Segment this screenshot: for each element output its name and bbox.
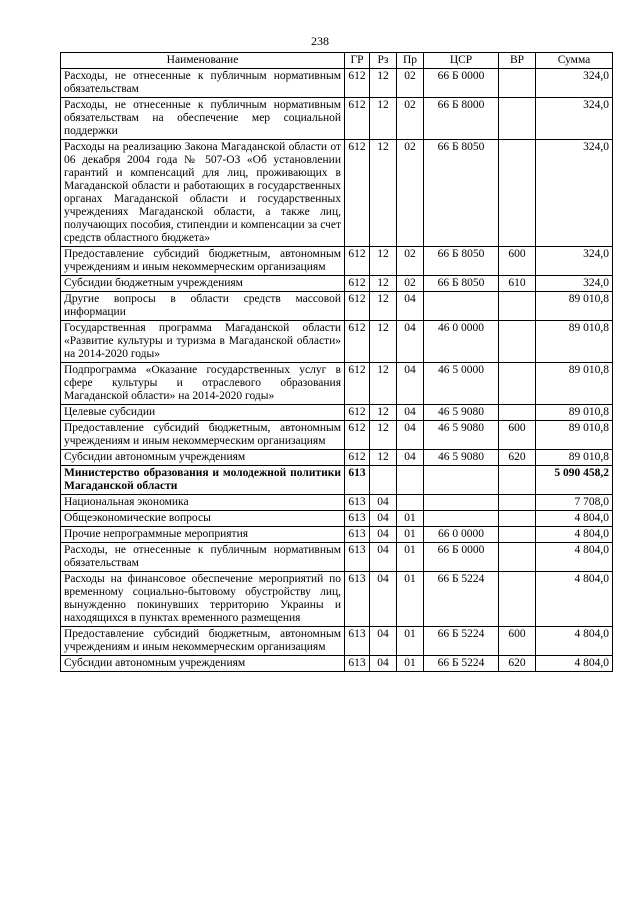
table-row (61, 656, 613, 672)
cell-rz: 12 (370, 421, 397, 450)
cell-csr: 66 Б 5224 (424, 627, 499, 656)
table-row (61, 405, 613, 421)
cell-rz: 04 (370, 572, 397, 627)
cell-gr: 613 (345, 527, 370, 543)
cell-gr: 612 (345, 421, 370, 450)
cell-sum: 5 090 458,2 (536, 466, 613, 495)
cell-name: Общеэкономические вопросы (61, 511, 345, 527)
table-row (61, 511, 613, 527)
cell-csr: 66 Б 8050 (424, 140, 499, 247)
cell-rz: 04 (370, 511, 397, 527)
cell-sum: 324,0 (536, 247, 613, 276)
cell-csr: 66 Б 8050 (424, 276, 499, 292)
cell-sum: 324,0 (536, 140, 613, 247)
cell-rz (370, 466, 397, 495)
cell-vr (499, 572, 536, 627)
cell-pr: 01 (397, 627, 424, 656)
cell-gr: 613 (345, 656, 370, 672)
table-row (61, 98, 613, 140)
cell-vr (499, 140, 536, 247)
cell-gr: 613 (345, 466, 370, 495)
cell-vr (499, 98, 536, 140)
cell-csr: 46 0 0000 (424, 321, 499, 363)
cell-sum: 4 804,0 (536, 572, 613, 627)
cell-vr (499, 292, 536, 321)
cell-sum: 4 804,0 (536, 527, 613, 543)
cell-name: Целевые субсидии (61, 405, 345, 421)
cell-pr: 01 (397, 543, 424, 572)
table-row (61, 466, 613, 495)
cell-name: Расходы, не отнесенные к публичным нормативным обязательствам на обеспечение мер социальной поддержки (61, 98, 345, 140)
cell-gr: 612 (345, 321, 370, 363)
cell-csr: 66 Б 0000 (424, 69, 499, 98)
cell-name: Предоставление субсидий бюджетным, автономным учреждениям и иным некоммерческим организациям (61, 247, 345, 276)
cell-pr: 01 (397, 656, 424, 672)
cell-rz: 12 (370, 405, 397, 421)
table-row (61, 450, 613, 466)
cell-rz: 12 (370, 450, 397, 466)
cell-rz: 12 (370, 363, 397, 405)
table-row (61, 247, 613, 276)
cell-pr: 01 (397, 511, 424, 527)
cell-gr: 612 (345, 98, 370, 140)
cell-rz: 12 (370, 292, 397, 321)
cell-pr: 02 (397, 276, 424, 292)
cell-pr: 02 (397, 69, 424, 98)
cell-vr (499, 511, 536, 527)
cell-rz: 12 (370, 321, 397, 363)
cell-csr: 66 Б 5224 (424, 572, 499, 627)
cell-gr: 612 (345, 450, 370, 466)
cell-gr: 612 (345, 292, 370, 321)
cell-rz: 04 (370, 527, 397, 543)
cell-sum: 7 708,0 (536, 495, 613, 511)
cell-pr: 04 (397, 321, 424, 363)
budget-table (60, 52, 613, 672)
cell-pr (397, 495, 424, 511)
cell-csr (424, 511, 499, 527)
cell-gr: 612 (345, 69, 370, 98)
table-body (61, 69, 613, 672)
cell-sum: 4 804,0 (536, 511, 613, 527)
cell-vr: 610 (499, 276, 536, 292)
cell-gr: 613 (345, 495, 370, 511)
cell-pr: 04 (397, 292, 424, 321)
table-header-row (61, 53, 613, 69)
table-row (61, 543, 613, 572)
cell-rz: 12 (370, 247, 397, 276)
cell-sum: 324,0 (536, 98, 613, 140)
cell-pr: 02 (397, 98, 424, 140)
cell-rz: 04 (370, 495, 397, 511)
cell-vr: 600 (499, 247, 536, 276)
cell-rz: 04 (370, 627, 397, 656)
cell-vr (499, 363, 536, 405)
cell-gr: 612 (345, 276, 370, 292)
cell-csr (424, 495, 499, 511)
cell-sum: 4 804,0 (536, 627, 613, 656)
header-name: Наименование (61, 53, 345, 69)
cell-pr: 01 (397, 527, 424, 543)
cell-vr (499, 543, 536, 572)
table-row (61, 363, 613, 405)
cell-sum: 324,0 (536, 276, 613, 292)
cell-csr: 46 5 9080 (424, 421, 499, 450)
cell-rz: 12 (370, 69, 397, 98)
cell-name: Расходы на финансовое обеспечение мероприятий по временному социально-бытовому обустройству лиц, вынужденно покинувших территорию Украины и находящихся в пунктах временного размещения (61, 572, 345, 627)
cell-vr (499, 69, 536, 98)
cell-csr: 66 0 0000 (424, 527, 499, 543)
cell-vr: 620 (499, 656, 536, 672)
cell-rz: 04 (370, 656, 397, 672)
cell-pr (397, 466, 424, 495)
cell-gr: 613 (345, 572, 370, 627)
cell-rz: 12 (370, 140, 397, 247)
table-row (61, 627, 613, 656)
cell-rz: 04 (370, 543, 397, 572)
cell-vr: 620 (499, 450, 536, 466)
cell-name: Государственная программа Магаданской области «Развитие культуры и туризма в Магаданской области» на 2014-2020 годы» (61, 321, 345, 363)
cell-sum: 89 010,8 (536, 292, 613, 321)
cell-csr: 66 Б 5224 (424, 656, 499, 672)
cell-vr (499, 495, 536, 511)
cell-gr: 612 (345, 247, 370, 276)
header-pr: Пр (397, 53, 424, 69)
cell-sum: 324,0 (536, 69, 613, 98)
cell-name: Субсидии автономным учреждениям (61, 656, 345, 672)
cell-csr: 66 Б 0000 (424, 543, 499, 572)
cell-name: Прочие непрограммные мероприятия (61, 527, 345, 543)
cell-csr: 66 Б 8050 (424, 247, 499, 276)
table-row (61, 276, 613, 292)
cell-vr (499, 527, 536, 543)
cell-name: Расходы на реализацию Закона Магаданской области от 06 декабря 2004 года № 507-ОЗ «Об установлении гарантий и компенсаций для лиц, проживающих в Магаданской области и работающих в государственных органах Магаданской области и государственных учреждениях Магаданской области, а также лиц, получающих пособия, стипендии и компенсации за счет средств областного бюджета» (61, 140, 345, 247)
cell-name: Субсидии автономным учреждениям (61, 450, 345, 466)
header-gr: ГР (345, 53, 370, 69)
header-sum: Сумма (536, 53, 613, 69)
cell-name: Предоставление субсидий бюджетным, автономным учреждениям и иным некоммерческим организациям (61, 421, 345, 450)
cell-gr: 612 (345, 405, 370, 421)
cell-csr: 46 5 0000 (424, 363, 499, 405)
table-row (61, 292, 613, 321)
cell-gr: 613 (345, 543, 370, 572)
table-row (61, 321, 613, 363)
cell-sum: 89 010,8 (536, 450, 613, 466)
cell-vr (499, 466, 536, 495)
cell-gr: 613 (345, 511, 370, 527)
cell-sum: 4 804,0 (536, 543, 613, 572)
cell-rz: 12 (370, 98, 397, 140)
cell-pr: 01 (397, 572, 424, 627)
cell-csr: 46 5 9080 (424, 405, 499, 421)
cell-csr: 46 5 9080 (424, 450, 499, 466)
cell-pr: 04 (397, 450, 424, 466)
cell-name: Министерство образования и молодежной политики Магаданской области (61, 466, 345, 495)
cell-sum: 89 010,8 (536, 321, 613, 363)
header-rz: Рз (370, 53, 397, 69)
cell-name: Другие вопросы в области средств массовой информации (61, 292, 345, 321)
cell-vr (499, 405, 536, 421)
cell-pr: 04 (397, 363, 424, 405)
cell-sum: 4 804,0 (536, 656, 613, 672)
cell-pr: 04 (397, 405, 424, 421)
cell-gr: 612 (345, 140, 370, 247)
cell-gr: 612 (345, 363, 370, 405)
cell-name: Расходы, не отнесенные к публичным нормативным обязательствам (61, 543, 345, 572)
cell-name: Предоставление субсидий бюджетным, автономным учреждениям и иным некоммерческим организациям (61, 627, 345, 656)
table-row (61, 69, 613, 98)
cell-pr: 02 (397, 247, 424, 276)
table-row (61, 495, 613, 511)
header-vr: ВР (499, 53, 536, 69)
cell-sum: 89 010,8 (536, 363, 613, 405)
cell-vr (499, 321, 536, 363)
table-row (61, 140, 613, 247)
cell-name: Расходы, не отнесенные к публичным нормативным обязательствам (61, 69, 345, 98)
table-row (61, 572, 613, 627)
cell-sum: 89 010,8 (536, 405, 613, 421)
cell-csr (424, 292, 499, 321)
cell-pr: 04 (397, 421, 424, 450)
page-number: 238 (311, 34, 329, 48)
cell-pr: 02 (397, 140, 424, 247)
cell-vr: 600 (499, 627, 536, 656)
cell-vr: 600 (499, 421, 536, 450)
cell-gr: 613 (345, 627, 370, 656)
cell-sum: 89 010,8 (536, 421, 613, 450)
header-csr: ЦСР (424, 53, 499, 69)
cell-csr (424, 466, 499, 495)
cell-rz: 12 (370, 276, 397, 292)
cell-name: Подпрограмма «Оказание государственных услуг в сфере культуры и отраслевого образования Магаданской области» на 2014-2020 годы» (61, 363, 345, 405)
table-row (61, 421, 613, 450)
cell-csr: 66 Б 8000 (424, 98, 499, 140)
table-row (61, 527, 613, 543)
cell-name: Субсидии бюджетным учреждениям (61, 276, 345, 292)
cell-name: Национальная экономика (61, 495, 345, 511)
